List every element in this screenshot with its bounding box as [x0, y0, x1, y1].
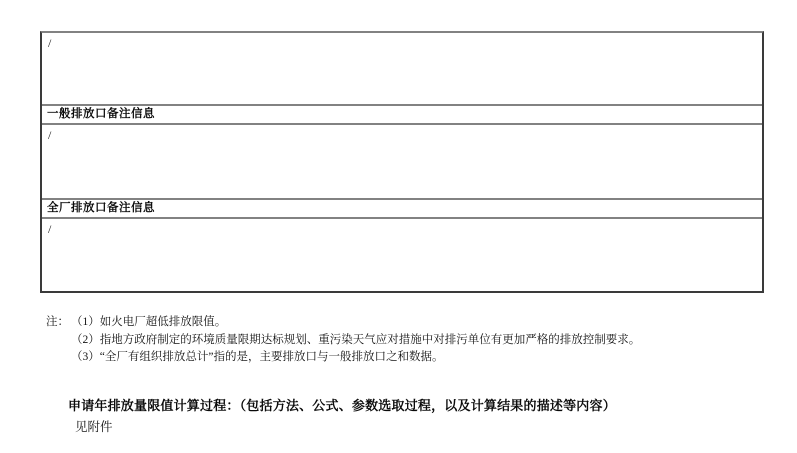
remark-cell-general-outlet: / — [48, 128, 52, 142]
footnotes — [46, 314, 640, 367]
footnote-1-text: （1）如火电厂超低排放限值。 — [71, 316, 227, 328]
calculation-section-title: 申请年排放量限值计算过程：（包括方法、公式、参数选取过程，以及计算结果的描述等内容） — [68, 398, 616, 413]
remark-info-table — [40, 31, 764, 293]
footnote-1 — [46, 314, 640, 332]
header-general-outlet-remark: 一般排放口备注信息 — [42, 104, 762, 125]
calculation-section-content: 见附件 — [75, 420, 113, 434]
header-whole-plant-outlet-remark: 全厂排放口备注信息 — [42, 198, 762, 219]
annual-emission-limit-calculation-section — [68, 398, 616, 434]
footnote-2: （2）指地方政府制定的环境质量限期达标规划、重污染天气应对措施中对排污单位有更加严格的排放控制要求。 — [71, 333, 641, 346]
footnote-3: （3）“全厂有组织排放总计”指的是，主要排放口与一般排放口之和数据。 — [71, 351, 444, 363]
remark-cell-whole-plant-outlet: / — [48, 222, 52, 236]
remark-cell-main-outlet: / — [48, 36, 52, 50]
footnote-label: 注： — [46, 316, 69, 328]
